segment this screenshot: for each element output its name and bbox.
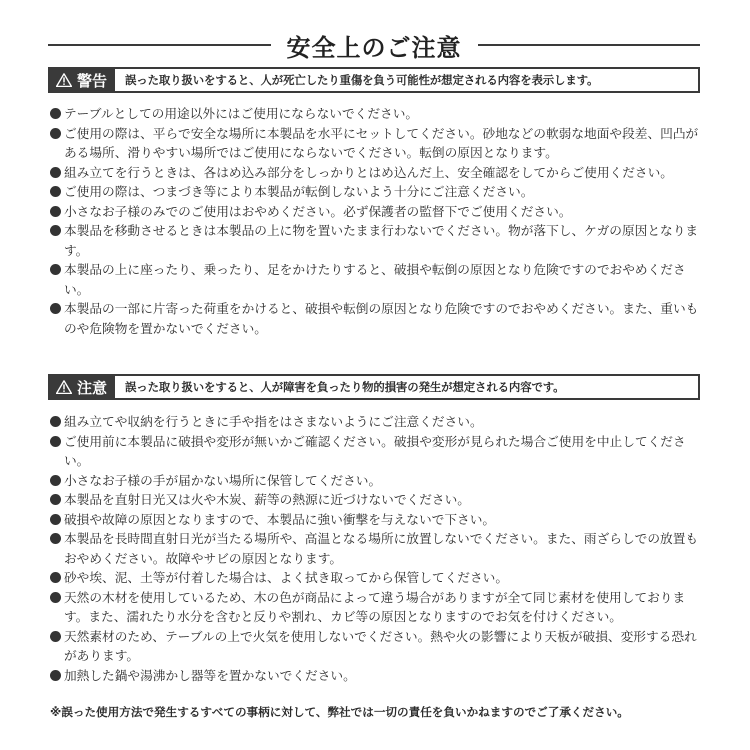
bullet-icon xyxy=(50,225,61,236)
title-divider-right xyxy=(478,44,701,46)
caution-badge-label: 注意 xyxy=(77,378,108,397)
caution-item xyxy=(50,471,702,491)
bullet-icon xyxy=(50,572,61,583)
caution-item-text: 小さなお子様の手が届かない場所に保管してください。 xyxy=(64,472,382,488)
warning-description: 誤った取り扱いをすると、人が死亡したり重傷を負う可能性が想定される内容を表示します。 xyxy=(125,73,599,87)
warning-item-text: 組み立てを行うときは、各はめ込み部分をしっかりとはめ込んだ上、安全確認をしてからご使用ください。 xyxy=(64,164,673,180)
warning-item-text: 本製品の一部に片寄った荷重をかけると、破損や転倒の原因となり危険ですのでおやめください。また、重いものや危険物を置かないでください。 xyxy=(64,301,699,336)
bullet-icon xyxy=(50,108,61,119)
warning-item xyxy=(50,221,702,260)
warning-item-text: ご使用の際は、平らで安全な場所に本製品を水平にセットしてください。砂地などの軟弱な地面や段差、凹凸がある場所、滑りやすい場所ではご使用にならないでください。転倒の原因となります。 xyxy=(64,125,699,160)
caution-item-text: 砂や埃、泥、土等が付着した場合は、よく拭き取ってから保管してください。 xyxy=(64,570,509,585)
title-divider-left xyxy=(48,44,271,46)
caution-item-text: 組み立てや収納を行うときに手や指をはさまないようにご注意ください。 xyxy=(64,414,483,429)
caution-item xyxy=(50,432,702,471)
bullet-icon xyxy=(50,264,61,275)
warning-item-text: 本製品を移動させるときは本製品の上に物を置いたまま行わないでください。物が落下し、ケガの原因となります。 xyxy=(64,223,699,258)
warning-item xyxy=(50,260,702,299)
title-row xyxy=(48,28,700,62)
caution-item-text: 破損や故障の原因となりますので、本製品に強い衝撃を与えないで下さい。 xyxy=(64,511,496,527)
bullet-icon xyxy=(50,303,61,314)
warning-item-text: 本製品の上に座ったり、乗ったり、足をかけたりすると、破損や転倒の原因となり危険ですのでおやめください。 xyxy=(64,262,686,297)
warning-item xyxy=(50,163,702,183)
warning-badge-label: 警告 xyxy=(77,71,108,90)
page-title: 安全上のご注意 xyxy=(286,33,462,62)
caution-item xyxy=(50,666,702,686)
caution-item xyxy=(50,510,702,530)
caution-item xyxy=(50,490,702,510)
warning-item xyxy=(50,104,702,124)
bullet-icon xyxy=(50,436,61,447)
caution-item xyxy=(50,529,702,568)
warning-header xyxy=(48,67,700,93)
warning-list xyxy=(50,104,702,338)
warning-badge xyxy=(50,69,115,91)
caution-item-text: 天然素材のため、テーブルの上で火気を使用しないでください。熱や火の影響により天板が破損、変形する恐れがあります。 xyxy=(64,628,697,663)
caution-badge xyxy=(50,376,115,398)
caution-header xyxy=(48,374,700,400)
bullet-icon xyxy=(50,186,61,197)
caution-item-text: ご使用前に本製品に破損や変形が無いかご確認ください。破損や変形が見られた場合ご使用を中止してください。 xyxy=(64,433,686,468)
bullet-icon xyxy=(50,167,61,178)
caution-item xyxy=(50,627,702,666)
warning-item-text: テーブルとしての用途以外にはご使用にならないでください。 xyxy=(64,106,419,121)
caution-item xyxy=(50,588,702,627)
bullet-icon xyxy=(50,533,61,544)
caution-item-text: 本製品を直射日光又は火や木炭、薪等の熱源に近づけないでください。 xyxy=(64,492,470,507)
caution-item xyxy=(50,412,702,432)
disclaimer-note: ※誤った使用方法で発生するすべての事柄に対して、弊社では一切の責任を負いかねますのでご了承ください。 xyxy=(50,705,629,719)
caution-item-text: 天然の木材を使用しているため、木の色が商品によって違う場合がありますが全て同じ素材を使用しております。また、濡れたり水分を含むと反りや割れ、カビ等の原因となりますのでお気を付けください。 xyxy=(64,589,686,624)
warning-item xyxy=(50,299,702,338)
bullet-icon xyxy=(50,592,61,603)
caution-list xyxy=(50,412,702,685)
bullet-icon xyxy=(50,494,61,505)
warning-item-text: ご使用の際は、つまづき等により本製品が転倒しないよう十分にご注意ください。 xyxy=(64,184,534,199)
warning-item xyxy=(50,202,702,222)
caution-description: 誤った取り扱いをすると、人が障害を負ったり物的損害の発生が想定される内容です。 xyxy=(125,380,565,394)
warning-item-text: 小さなお子様のみでのご使用はおやめください。必ず保護者の監督下でご使用ください。 xyxy=(64,203,572,219)
caution-item-text: 加熱した鍋や湯沸かし器等を置かないでください。 xyxy=(64,667,356,683)
bullet-icon xyxy=(50,475,61,486)
bullet-icon xyxy=(50,514,61,525)
warning-item xyxy=(50,182,702,202)
bullet-icon xyxy=(50,128,61,139)
bullet-icon xyxy=(50,206,61,217)
bullet-icon xyxy=(50,670,61,681)
caution-item-text: 本製品を長時間直射日光が当たる場所や、高温となる場所に放置しないでください。また、雨ざらしでの放置もおやめください。故障やサビの原因となります。 xyxy=(64,531,699,566)
warning-triangle-icon xyxy=(56,380,72,394)
warning-triangle-icon xyxy=(56,73,72,87)
bullet-icon xyxy=(50,631,61,642)
bullet-icon xyxy=(50,416,61,427)
caution-item xyxy=(50,568,702,588)
warning-item xyxy=(50,124,702,163)
